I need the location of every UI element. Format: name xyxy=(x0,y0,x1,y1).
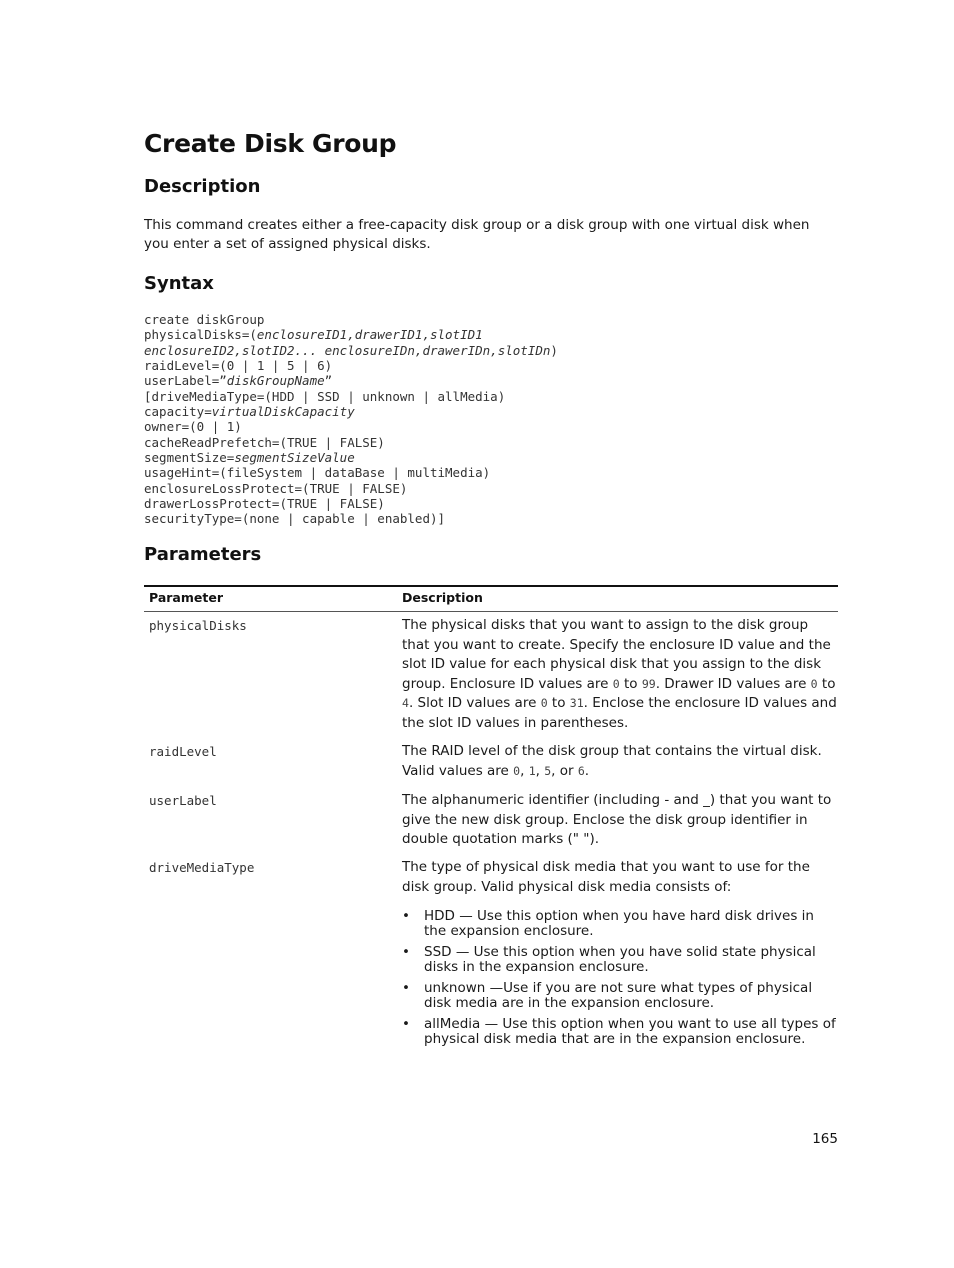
syntax-line: capacity=virtualDiskCapacity xyxy=(144,404,355,420)
page-number: 165 xyxy=(812,1131,838,1147)
parameter-name: physicalDisks xyxy=(149,618,247,633)
list-item: • allMedia — Use this option when you want to use all types of physical disk media that are in the expansion enclosure. xyxy=(402,1017,838,1047)
parameter-name: raidLevel xyxy=(149,744,217,759)
parameter-description: The physical disks that you want to assign to the disk group that you want to create. Specify the enclosure ID value and the slot ID value for each physical disk that you assign to the disk group. Enclosure ID values are 0 to 99. Drawer ID values are 0 to 4. Slot ID values are 0 to 31. Enclose the enclosure ID values and the slot ID values in parentheses. xyxy=(402,617,837,731)
syntax-line: enclosureID2,slotID2... enclosureIDn,drawerIDn,slotIDn) xyxy=(144,342,558,358)
parameters-heading: Parameters xyxy=(144,544,262,565)
page-title: Create Disk Group xyxy=(144,129,397,158)
syntax-line: physicalDisks=(enclosureID1,drawerID1,slotID1 xyxy=(144,327,483,343)
syntax-line: owner=(0 | 1) xyxy=(144,419,242,435)
parameters-table xyxy=(144,585,838,1047)
parameter-description: The alphanumeric identifier (including - and _) that you want to give the new disk group. Enclose the disk group identifier in double quotation marks (" "). xyxy=(402,792,832,847)
parameter-description: The type of physical disk media that you want to use for the disk group. Valid physical disk media consists of: xyxy=(402,859,810,895)
list-item: • SSD — Use this option when you have solid state physical disks in the expansion enclosure. xyxy=(402,945,838,975)
syntax-line: userLabel=”diskGroupName” xyxy=(144,373,333,389)
syntax-line: cacheReadPrefetch=(TRUE | FALSE) xyxy=(144,434,385,450)
syntax-line: drawerLossProtect=(TRUE | FALSE) xyxy=(144,496,385,512)
media-type-list xyxy=(402,909,838,1053)
syntax-line: enclosureLossProtect=(TRUE | FALSE) xyxy=(144,480,408,496)
description-text: This command creates either a free-capacity disk group or a disk group with one virtual disk when you enter a set of assigned physical disks. xyxy=(144,217,810,252)
syntax-heading: Syntax xyxy=(144,273,214,294)
syntax-line: [driveMediaType=(HDD | SSD | unknown | allMedia) xyxy=(144,388,506,404)
syntax-line: usageHint=(fileSystem | dataBase | multiMedia) xyxy=(144,465,491,481)
description-heading: Description xyxy=(144,176,261,197)
syntax-line: create diskGroup xyxy=(144,312,265,327)
parameter-name: userLabel xyxy=(149,793,217,808)
list-item: • unknown —Use if you are not sure what types of physical disk media are in the expansion enclosure. xyxy=(402,981,838,1011)
list-item: • HDD — Use this option when you have hard disk drives in the expansion enclosure. xyxy=(402,909,838,939)
syntax-code-block xyxy=(144,312,558,527)
header-parameter: Parameter xyxy=(149,590,223,605)
parameter-description: The RAID level of the disk group that contains the virtual disk. Valid values are 0, 1, 5, or 6. xyxy=(402,743,822,779)
syntax-line: raidLevel=(0 | 1 | 5 | 6) xyxy=(144,358,333,374)
syntax-line: segmentSize=segmentSizeValue xyxy=(144,450,355,466)
parameter-name: driveMediaType xyxy=(149,860,255,875)
header-description: Description xyxy=(402,590,483,605)
syntax-line: securityType=(none | capable | enabled)] xyxy=(144,511,446,527)
table-header xyxy=(144,585,838,612)
